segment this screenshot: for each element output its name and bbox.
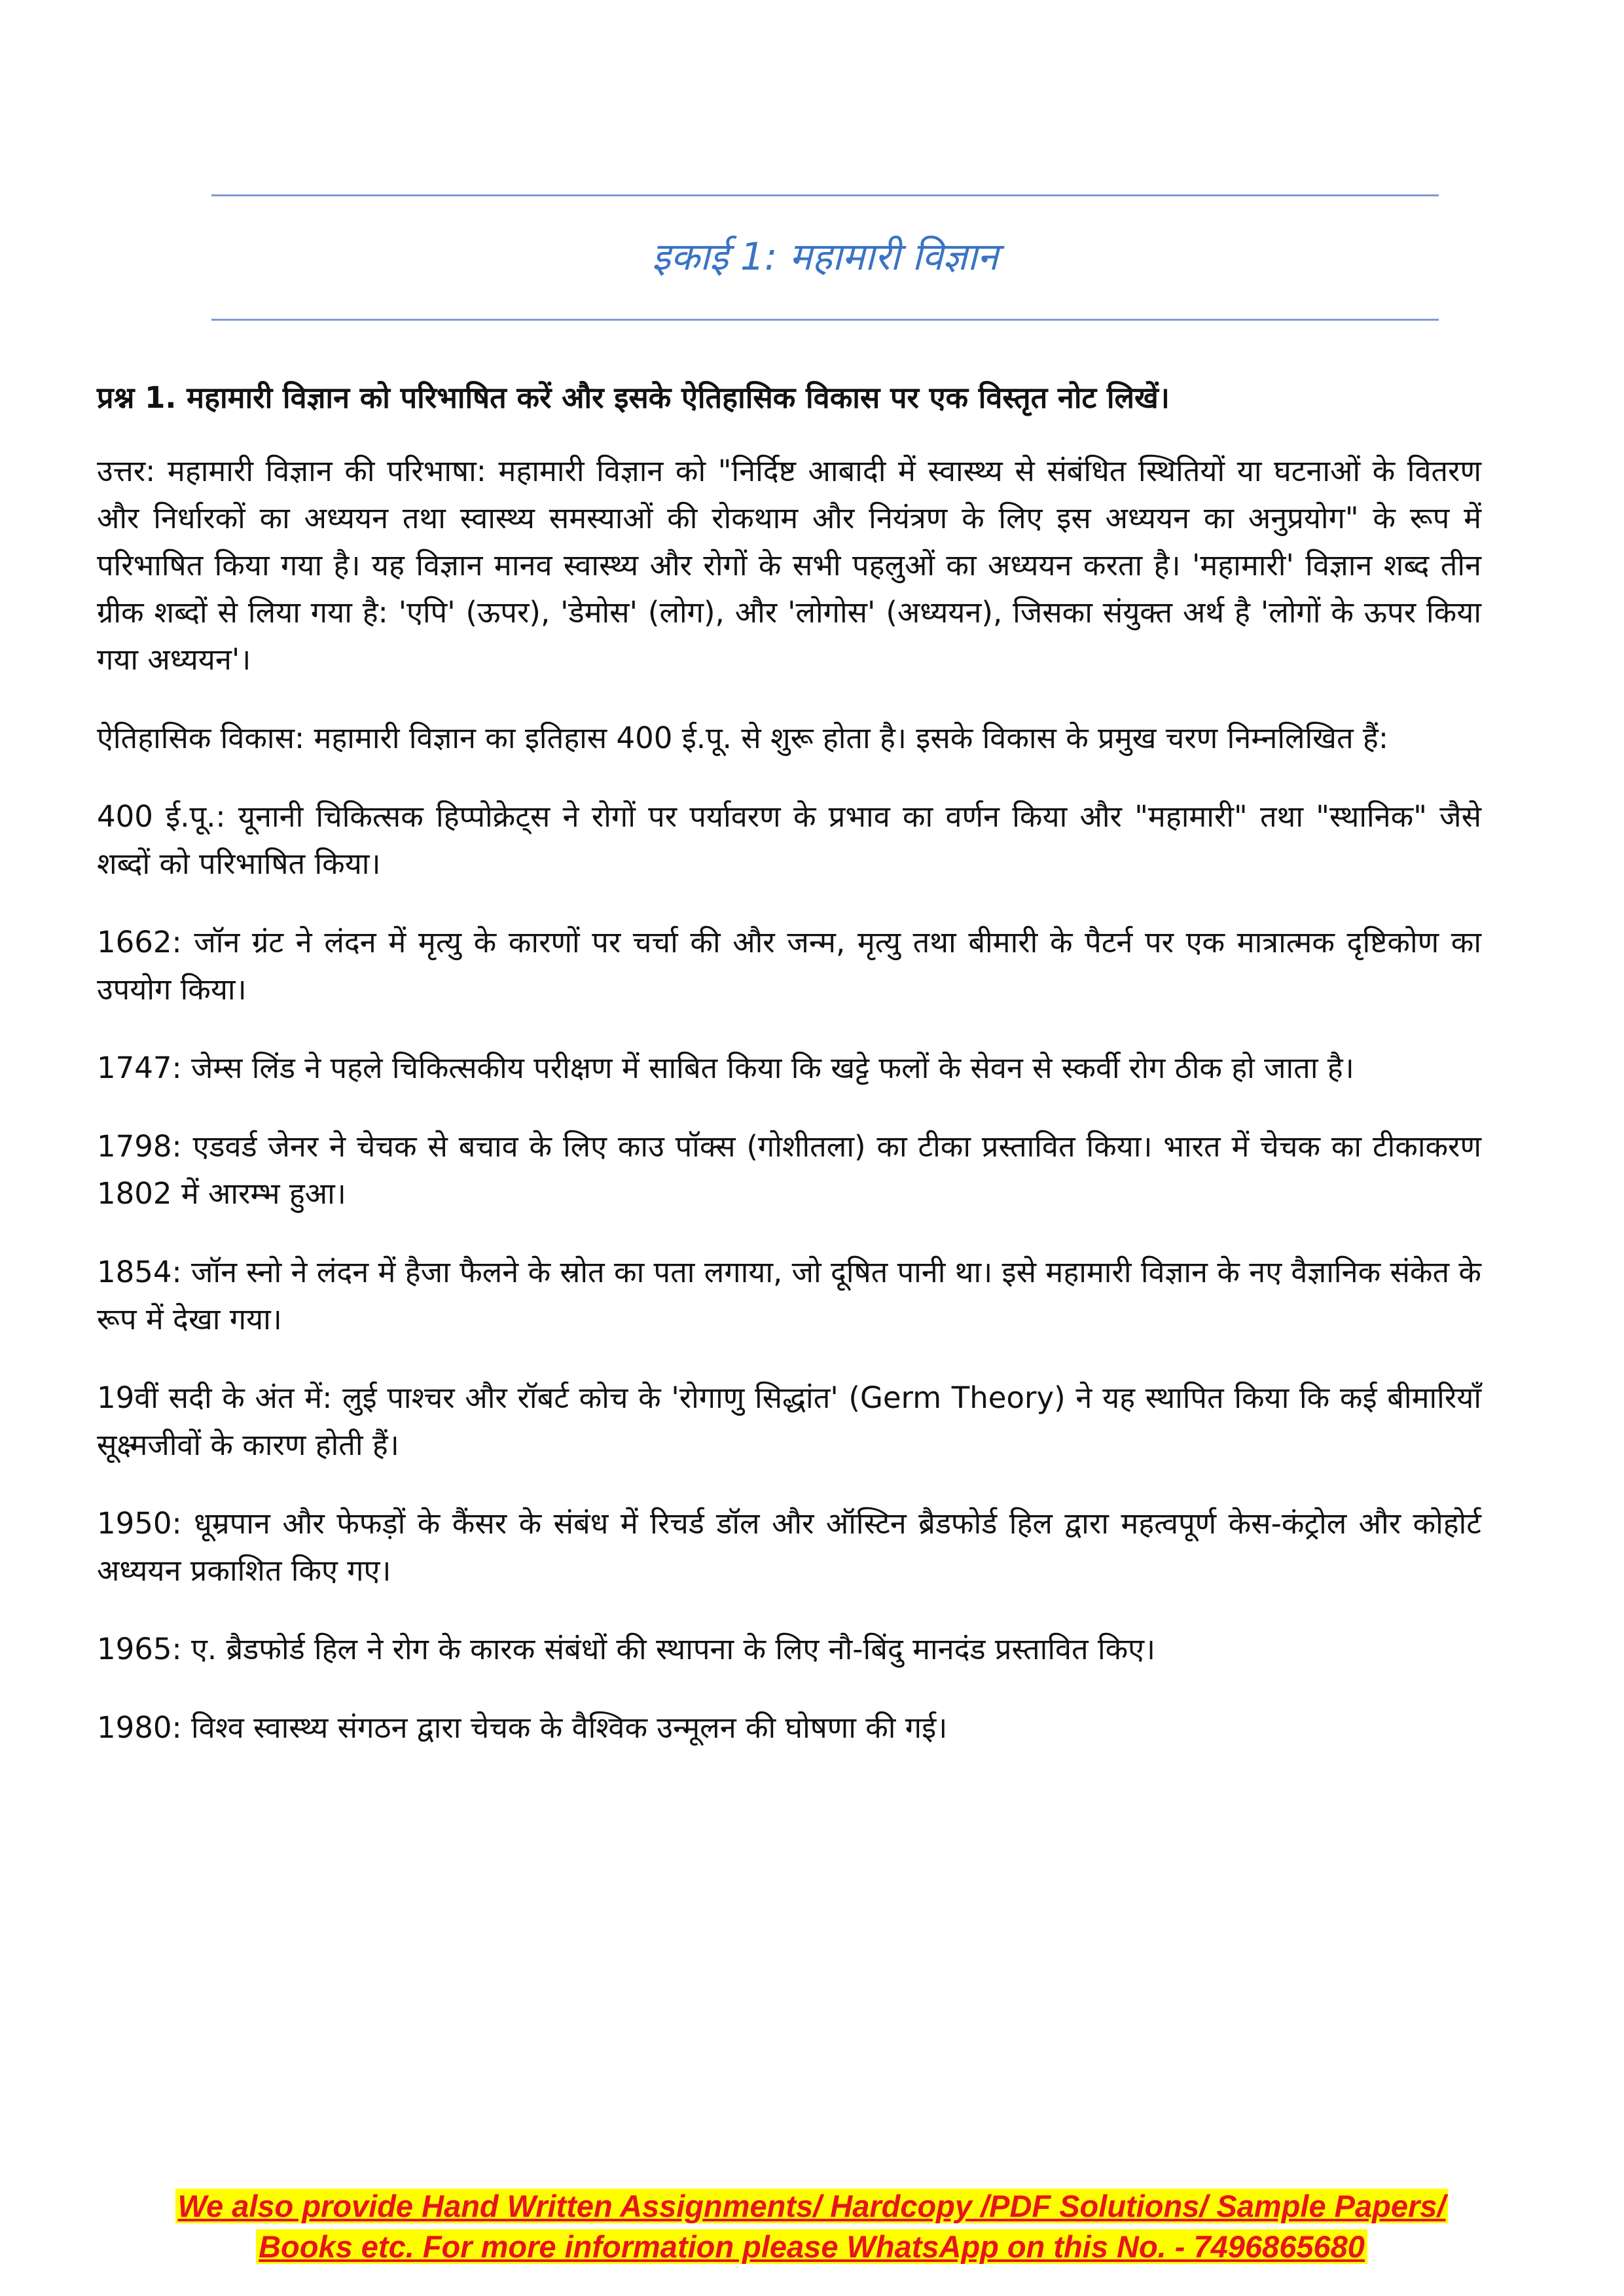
- timeline-item-19th-century: 19वीं सदी के अंत में: लुई पाश्चर और रॉबर्ट कोच के 'रोगाणु सिद्धांत' (Germ Theory) ने यह स्थापित किया कि कई बीमारियाँ सूक्ष्मजीवों के कारण होती हैं।: [97, 1380, 1481, 1462]
- promo-line-2: Books etc. For more information please WhatsApp on this No. - 7496865680: [256, 2229, 1367, 2264]
- timeline-item-1965: 1965: ए. ब्रैडफोर्ड हिल ने रोग के कारक संबंधों की स्थापना के लिए नौ-बिंदु मानदंड प्रस्तावित किए।: [97, 1632, 1156, 1666]
- timeline-item-1747: 1747: जेम्स लिंड ने पहले चिकित्सकीय परीक्षण में साबित किया कि खट्टे फलों के सेवन से स्कर्वी रोग ठीक हो जाता है।: [97, 1050, 1354, 1085]
- timeline-item-1798: 1798: एडवर्ड जेनर ने चेचक से बचाव के लिए काउ पॉक्स (गोशीतला) का टीका प्रस्तावित किया। भारत में चेचक का टीकाकरण 1802 में आरम्भ हुआ।: [97, 1129, 1481, 1211]
- history-intro-paragraph: ऐतिहासिक विकास: महामारी विज्ञान का इतिहास 400 ई.पू. से शुरू होता है। इसके विकास के प्रमुख चरण निम्नलिखित हैं:: [97, 721, 1388, 755]
- promo-line-1: We also provide Hand Written Assignments/ Hardcopy /PDF Solutions/ Sample Papers/: [175, 2189, 1449, 2223]
- header-divider-top: [211, 194, 1439, 196]
- timeline-item-1854: 1854: जॉन स्नो ने लंदन में हैजा फैलने के स्रोत का पता लगाया, जो दूषित पानी था। इसे महामारी विज्ञान के नए वैज्ञानिक संकेत के रूप में देखा गया।: [97, 1255, 1481, 1336]
- timeline-item-400bc: 400 ई.पू.: यूनानी चिकित्सक हिप्पोक्रेट्स ने रोगों पर पर्यावरण के प्रभाव का वर्णन किया और "महामारी" तथा "स्थानिक" जैसे शब्दों को परिभाषित किया।: [97, 799, 1481, 881]
- unit-title: इकाई 1: महामारी विज्ञान: [652, 234, 998, 279]
- answer-definition-paragraph: उत्तर: महामारी विज्ञान की परिभाषा: महामारी विज्ञान को "निर्दिष्ट आबादी में स्वास्थ्य से संबंधित स्थितियों या घटनाओं के वितरण और निर्धारकों का अध्ययन तथा स्वास्थ्य समस्याओं की रोकथाम और नियंत्रण के लिए इस अध्ययन का अनुप्रयोग" के रूप में परिभाषित किया गया है। यह विज्ञान मानव स्वास्थ्य और रोगों के सभी पहलुओं का अध्ययन करता है। 'महामारी' विज्ञान शब्द तीन ग्रीक शब्दों से लिया गया है: 'एपि' (ऊपर), 'डेमोस' (लोग), और 'लोगोस' (अध्ययन), जिसका संयुक्त अर्थ है 'लोगों के ऊपर किया गया अध्ययन'।: [97, 454, 1481, 677]
- timeline-item-1950: 1950: धूम्रपान और फेफड़ों के कैंसर के संबंध में रिचर्ड डॉल और ऑस्टिन ब्रैडफोर्ड हिल द्वारा महत्वपूर्ण केस-कंट्रोल और कोहोर्ट अध्ययन प्रकाशित किए गए।: [97, 1506, 1481, 1588]
- timeline-item-1980: 1980: विश्व स्वास्थ्य संगठन द्वारा चेचक के वैश्विक उन्मूलन की घोषणा की गई।: [97, 1710, 948, 1745]
- document-body: [97, 374, 1481, 1783]
- promo-footer: [105, 2186, 1519, 2267]
- question-heading: प्रश्न 1. महामारी विज्ञान को परिभाषित करें और इसके ऐतिहासिक विकास पर एक विस्तृत नोट लिखें।: [97, 380, 1170, 415]
- timeline-item-1662: 1662: जॉन ग्रंट ने लंदन में मृत्यु के कारणों पर चर्चा की और जन्म, मृत्यु तथा बीमारी के पैटर्न पर एक मात्रात्मक दृष्टिकोण का उपयोग किया।: [97, 925, 1481, 1007]
- header-divider-bottom: [211, 319, 1439, 321]
